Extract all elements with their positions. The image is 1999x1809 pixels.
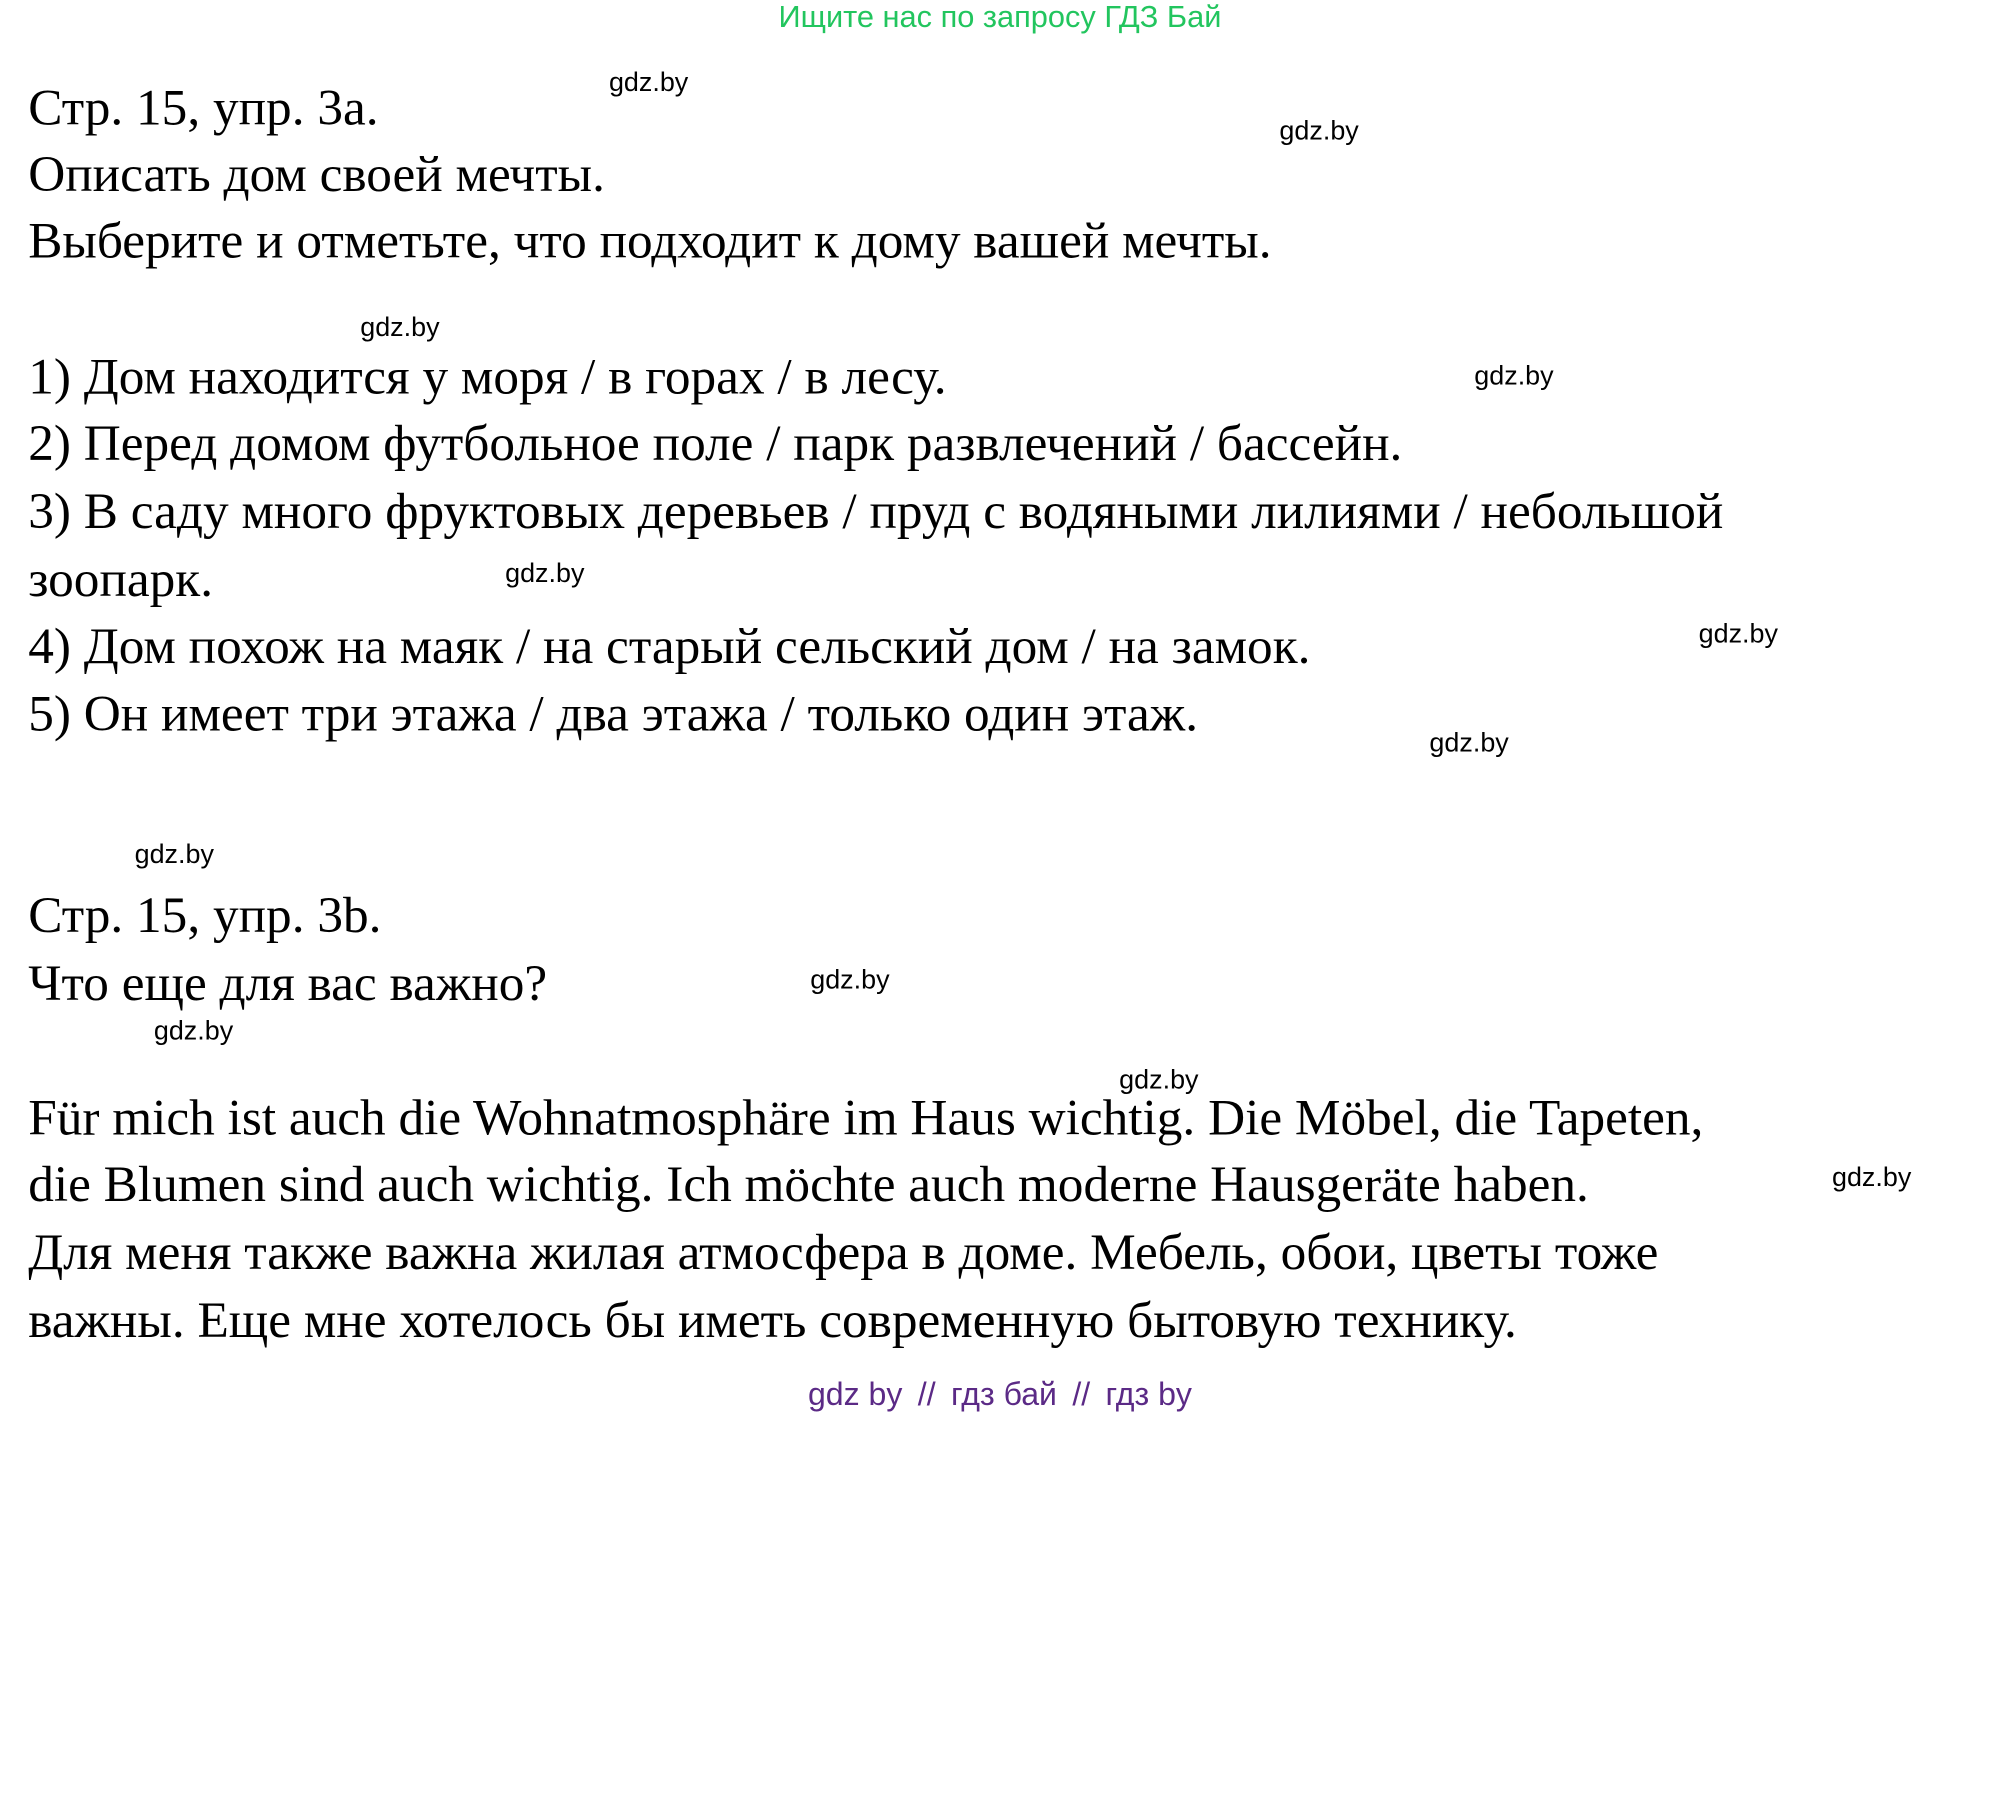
watermark: gdz.by <box>1831 1162 1912 1193</box>
section-a-instruction: Выберите и отметьте, что подходит к дому вашей мечты. <box>28 211 1272 270</box>
answer-russian-line: Для меня также важна жилая атмосфера в доме. Мебель, обои, цветы тоже <box>28 1223 1659 1281</box>
watermark: gdz.by <box>1279 116 1359 147</box>
watermark: gdz.by <box>1429 728 1509 758</box>
list-item: 2) Перед домом футбольное поле / парк развлечений / бассейн. <box>28 414 1403 472</box>
answer-german-line: Für mich ist auch die Wohnatmosphäre im Haus wichtig. Die Möbel, die Tapeten, <box>28 1088 1704 1147</box>
watermark: gdz.by <box>1698 619 1778 649</box>
footer-link-gdz-by[interactable]: gdz by <box>807 1376 903 1413</box>
section-a-heading: Стр. 15, упр. 3a. <box>28 78 379 136</box>
watermark: gdz.by <box>360 312 440 343</box>
list-item: 4) Дом похож на маяк / на старый сельский дом / на замок. <box>28 616 1311 675</box>
section-b-heading: Стр. 15, упр. 3b. <box>28 885 382 944</box>
top-banner: Ищите нас по запросу ГДЗ Бай <box>778 0 1222 35</box>
watermark: gdz.by <box>608 67 689 98</box>
list-item-continuation: зоопарк. <box>28 549 214 608</box>
watermark: gdz.by <box>810 965 890 995</box>
footer-link-gdz-bai[interactable]: гдз бай <box>951 1376 1057 1413</box>
section-b-question: Что еще для вас важно? <box>28 953 548 1012</box>
footer-link-gdz-by-cyr[interactable]: гдз by <box>1105 1376 1192 1413</box>
list-item: 1) Дом находится у моря / в горах / в лесу. <box>28 347 947 406</box>
section-a-task: Описать дом своей мечты. <box>28 144 605 203</box>
watermark: gdz.by <box>134 839 214 870</box>
watermark: gdz.by <box>505 558 585 589</box>
answer-russian-line: важны. Еще мне хотелось бы иметь современную бытовую технику. <box>28 1290 1517 1349</box>
footer-links <box>0 1377 1999 1413</box>
list-item: 5) Он имеет три этажа / два этажа / только один этаж. <box>28 684 1199 743</box>
footer-separator: // <box>917 1376 936 1413</box>
watermark: gdz.by <box>153 1016 234 1047</box>
watermark: gdz.by <box>1474 361 1554 392</box>
answer-german-line: die Blumen sind auch wichtig. Ich möchte auch moderne Hausgeräte haben. <box>28 1155 1589 1213</box>
list-item: 3) В саду много фруктовых деревьев / пруд с водяными лилиями / небольшой <box>28 482 1724 540</box>
footer-separator: // <box>1072 1376 1091 1413</box>
watermark: gdz.by <box>1119 1065 1199 1095</box>
